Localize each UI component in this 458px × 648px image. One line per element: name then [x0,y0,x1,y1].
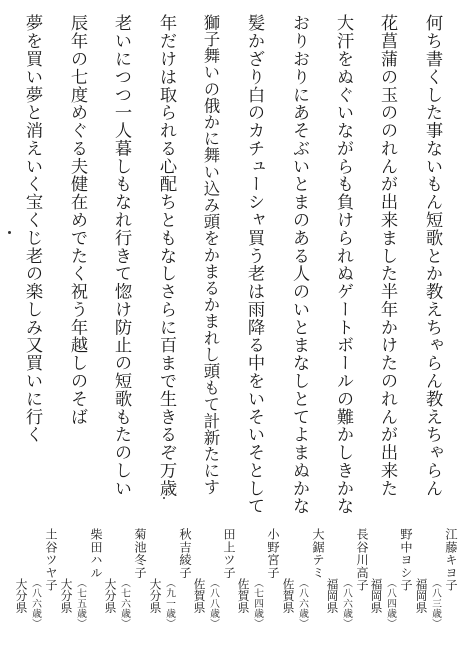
author-block [148,528,192,638]
author-name: 小野宮子 [266,528,280,579]
author-age: （九一歳） [164,578,175,629]
author-age: （八八歳） [208,578,219,629]
author-name: 大鋸テミ [311,528,325,579]
author-meta [281,578,308,638]
author-prefecture: 佐賀県 [281,578,295,614]
author-age: （八六歳） [297,578,308,629]
author-meta [414,578,441,638]
poem-column [323,0,369,648]
author-block [325,528,369,638]
author-prefecture: 福岡県 [369,578,383,614]
author-block [236,528,280,638]
poem-text: おりおりにあそぶいとまのある人のいとまなしとてよまぬかな [289,14,309,515]
poem-column [279,0,325,648]
ink-speck [8,231,11,234]
poem-column [190,0,236,648]
author-prefecture: 佐賀県 [192,578,206,614]
author-prefecture: 佐賀県 [236,578,250,614]
author-age: （七六歳） [119,578,130,629]
author-age: （八六歳） [341,578,352,629]
poem-text: 花菖蒲の玉ののれんが出来ました半年かけたのれんが出来た [377,14,397,498]
author-meta [325,578,352,638]
poem-text: 夢を買い夢と消えいく宝くじ老の楽しみ又買いに行く [22,14,42,444]
poem-column [12,0,58,648]
author-block [369,528,413,638]
author-prefecture: 大分県 [103,578,117,614]
author-name: 秋吉綾子 [178,528,192,579]
author-meta [14,578,41,638]
poem-text: 何ち書くした事ないもん短歌とか教えちゃらん教えちゃらん [422,14,442,498]
poem-column [234,0,280,648]
author-age: （七五歳） [75,578,86,629]
author-age: （七四歳） [252,578,263,629]
author-name: 田上ツ子 [222,528,236,579]
author-prefecture: 大分県 [148,578,162,614]
author-block [192,528,236,638]
poem-column [367,0,413,648]
author-meta [148,578,175,638]
poem-column [101,0,147,648]
poem-text: 髪かざり白のカチューシャ買う老は雨降る中をいそいそとして [244,14,264,515]
poem-text: 獅子舞いの俄かに舞い込み頭をかまるかまれし頭もて計新たにす [201,14,220,496]
author-meta [103,578,130,638]
poem-text: 年だけは取られる心配ちともなしさらに百まで生きるぞ万歳 [156,14,176,498]
poem-column [57,0,103,648]
author-prefecture: 大分県 [14,578,28,614]
author-block [281,528,325,638]
author-block [14,528,58,638]
ink-speck [163,497,165,499]
author-prefecture: 大分県 [59,578,73,614]
author-block [414,528,458,638]
author-meta [236,578,263,638]
poem-text: 大汗をぬぐいながらも負けられぬゲートボールの難かしきかな [333,14,353,515]
author-meta [369,578,396,638]
author-meta [192,578,219,638]
poem-text: 辰年の七度めぐる夫健在めでたく祝う年越しのそば [67,14,87,426]
author-age: （八六歳） [30,578,41,629]
author-name: 柴田ハル [89,528,103,579]
author-block [103,528,147,638]
poem-text: 老いにつつ一人暮しもなれ行きて惚け防止の短歌もたのしい [111,14,131,498]
author-prefecture: 福岡県 [325,578,339,614]
author-prefecture: 福岡県 [414,578,428,614]
author-meta [59,578,86,638]
poem-column [412,0,458,648]
author-block [59,528,103,638]
author-name: 江藤キヨ子 [444,528,458,592]
author-name: 土谷ツヤ子 [44,528,58,592]
author-age: （八四歳） [385,578,396,629]
author-name: 長谷川高子 [355,528,369,592]
author-name: 菊池冬子 [133,528,147,579]
poem-column [146,0,192,648]
author-age: （八三歳） [430,578,441,629]
author-name: 野中ヨシ子 [399,528,413,592]
